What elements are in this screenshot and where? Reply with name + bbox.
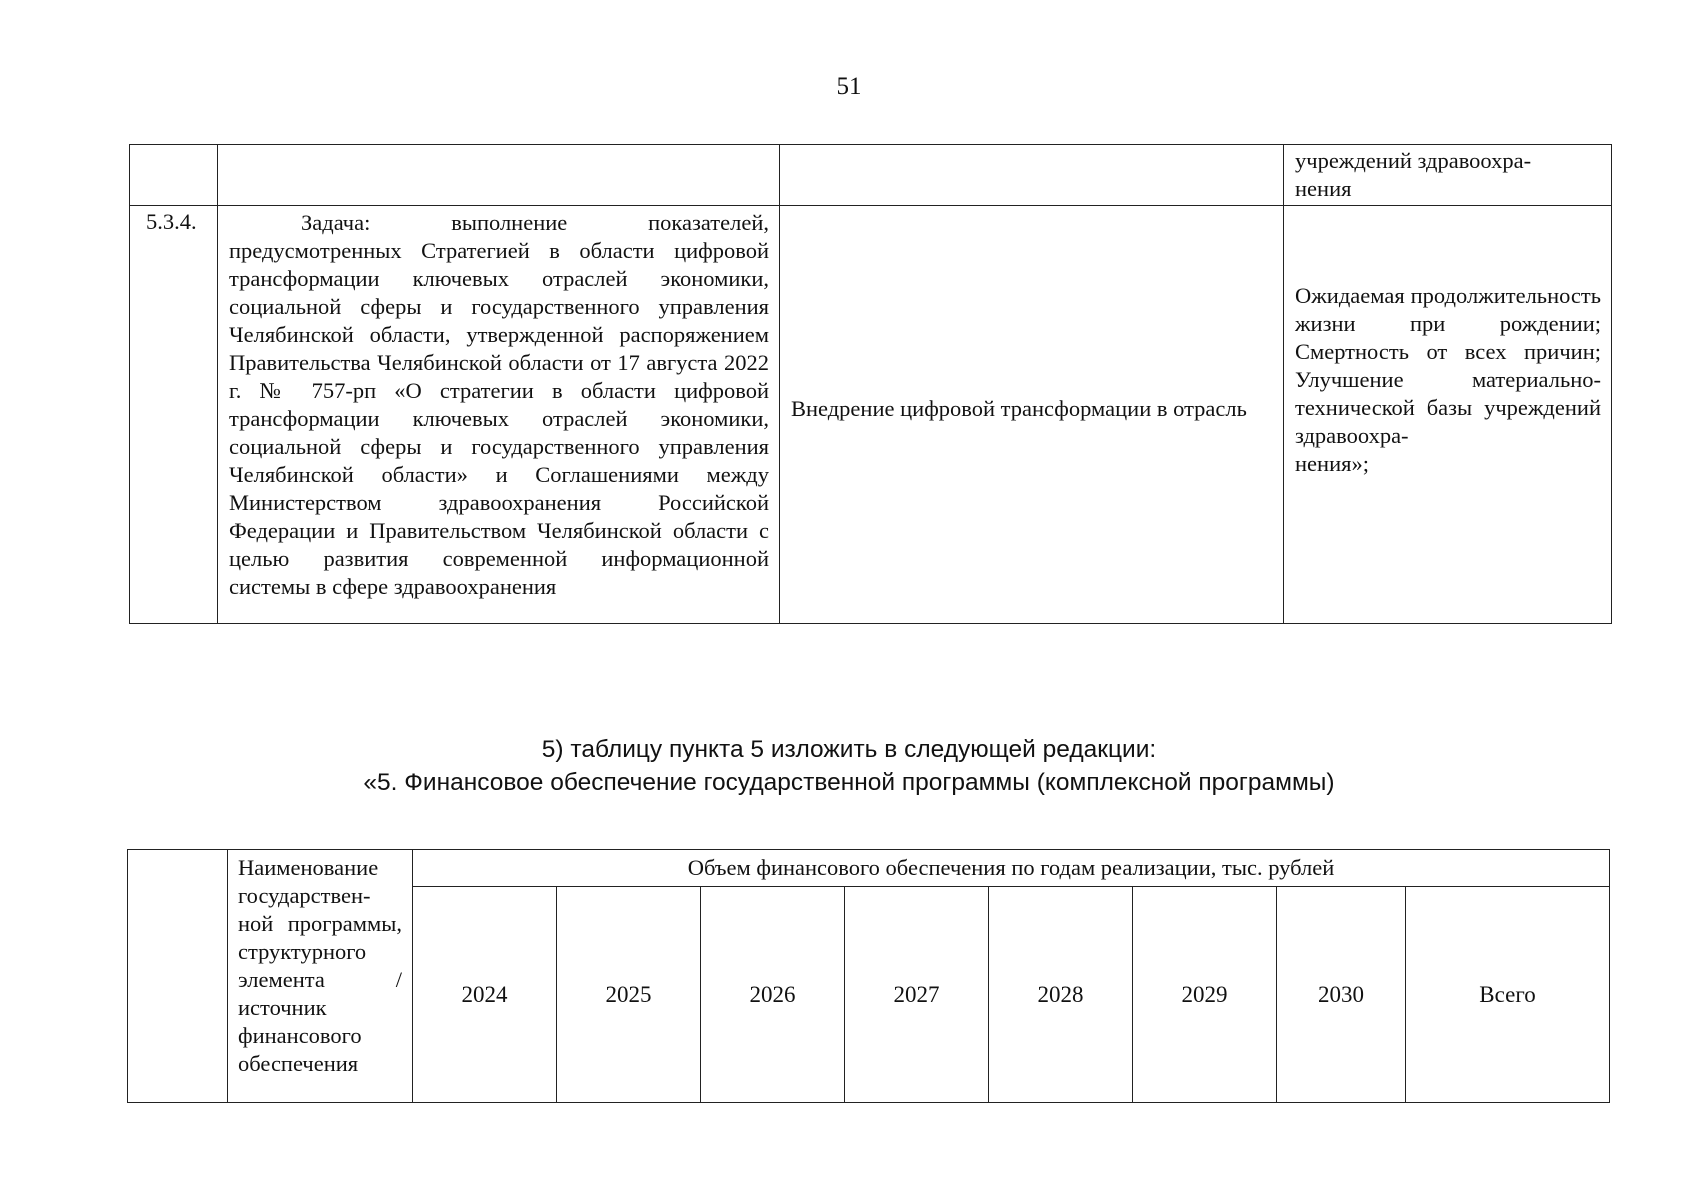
year-header-cell: 2027 [845, 887, 989, 1103]
page-number: 51 [836, 73, 862, 100]
row-number-cell: 5.3.4. [130, 206, 218, 624]
name-header-cell: Наименование государствен- ной программы, структурного элемента / источник финансового обеспечения [228, 850, 413, 1103]
year-header-cell: 2025 [557, 887, 701, 1103]
year-header-cell: 2026 [701, 887, 845, 1103]
number-header-cell [128, 850, 228, 1103]
action-cell: Внедрение цифровой трансформации в отрасль [780, 206, 1284, 624]
year-header-cell: 2024 [413, 887, 557, 1103]
indicators-cell: Ожидаемая продолжительность жизни при рождении; Смертность от всех причин; Улучшение материально-технической базы учреждений здравоохра- нения»; [1284, 206, 1612, 624]
task-cell [218, 145, 780, 206]
action-cell [780, 145, 1284, 206]
year-header-cell: 2029 [1133, 887, 1277, 1103]
table-header-row [128, 850, 1610, 887]
finance-table [127, 849, 1610, 1103]
section-title: «5. Финансовое обеспечение государственной программы (комплексной программы) [363, 769, 1335, 796]
volume-header-cell: Объем финансового обеспечения по годам реализации, тыс. рублей [413, 850, 1610, 887]
year-header-cell: 2030 [1277, 887, 1406, 1103]
section-instruction: 5) таблицу пункта 5 изложить в следующей редакции: [541, 736, 1157, 763]
task-cell: Задача: выполнение показателей, предусмотренных Стратегией в области цифровой трансформации ключевых отраслей экономики, социальной сферы и государственного управления Челябинской области, утвержденной распоряжением Правительства Челябинской области от 17 августа 2022 г. № 757-рп «О стратегии в области цифровой трансформации ключевых отраслей экономики, социальной сферы и государственного управления Челябинской области» и Соглашениями между Министерством здравоохранения Российской Федерации и Правительством Челябинской области с целью развития современной информационной системы в сфере здравоохранения [218, 206, 780, 624]
table-row [130, 206, 1612, 624]
indicators-cell: учреждений здравоохра- нения [1284, 145, 1612, 206]
year-header-cell: 2028 [989, 887, 1133, 1103]
indicators-table [129, 144, 1612, 624]
row-number-cell [130, 145, 218, 206]
total-header-cell: Всего [1406, 887, 1610, 1103]
table-row [130, 145, 1612, 206]
